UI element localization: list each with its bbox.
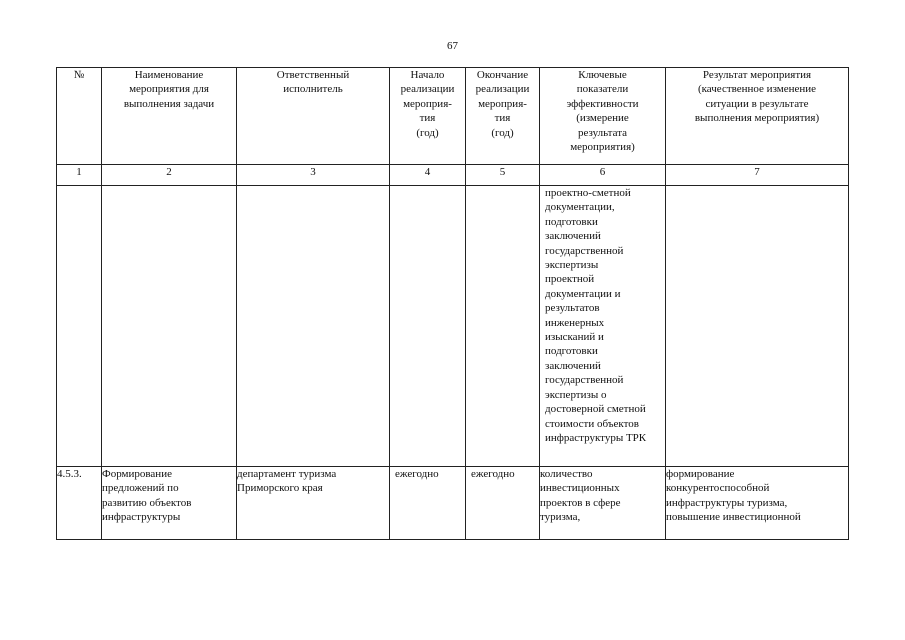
table-row-4-5-3	[57, 467, 849, 540]
start-year: ежегодно	[390, 467, 466, 540]
column-number: 5	[466, 165, 540, 186]
column-number: 6	[540, 165, 666, 186]
page-number: 67	[447, 40, 458, 52]
header-responsible: Ответственный исполнитель	[237, 68, 390, 165]
column-number: 7	[666, 165, 849, 186]
table-cell	[57, 186, 102, 467]
header-key-indicators: Ключевые показатели эффективности (измерение результата мероприятия)	[540, 68, 666, 165]
header-number: №	[57, 68, 102, 165]
continuation-row	[57, 186, 849, 467]
table-cell	[666, 186, 849, 467]
column-number-row	[57, 165, 849, 186]
key-indicators: количество инвестиционных проектов в сфере туризма,	[540, 467, 666, 540]
header-end-year: Окончание реализации мероприя- тия (год)	[466, 68, 540, 165]
indicators-continuation: проектно-сметной документации, подготовки заключений государственной экспертизы проектной документации и результатов инженерных изысканий и подготовки заключений государственной экспертизы о достоверной сметной стоимости объектов инфраструктуры ТРК	[540, 186, 666, 467]
activity-result: формирование конкурентоспособной инфраструктуры туризма, повышение инвестиционной	[666, 467, 849, 540]
table-cell	[237, 186, 390, 467]
row-number: 4.5.3.	[57, 467, 102, 540]
table-cell	[102, 186, 237, 467]
end-year: ежегодно	[466, 467, 540, 540]
column-number: 3	[237, 165, 390, 186]
header-activity-name: Наименование мероприятия для выполнения задачи	[102, 68, 237, 165]
column-number: 4	[390, 165, 466, 186]
table-cell	[466, 186, 540, 467]
header-result: Результат мероприятия (качественное изменение ситуации в результате выполнения мероприятия)	[666, 68, 849, 165]
column-number: 2	[102, 165, 237, 186]
header-row	[57, 68, 849, 165]
responsible-executor: департамент туризма Приморского края	[237, 467, 390, 540]
column-number: 1	[57, 165, 102, 186]
activities-table	[56, 67, 849, 540]
header-start-year: Начало реализации мероприя- тия (год)	[390, 68, 466, 165]
activity-name: Формирование предложений по развитию объектов инфраструктуры	[102, 467, 237, 540]
table-cell	[390, 186, 466, 467]
